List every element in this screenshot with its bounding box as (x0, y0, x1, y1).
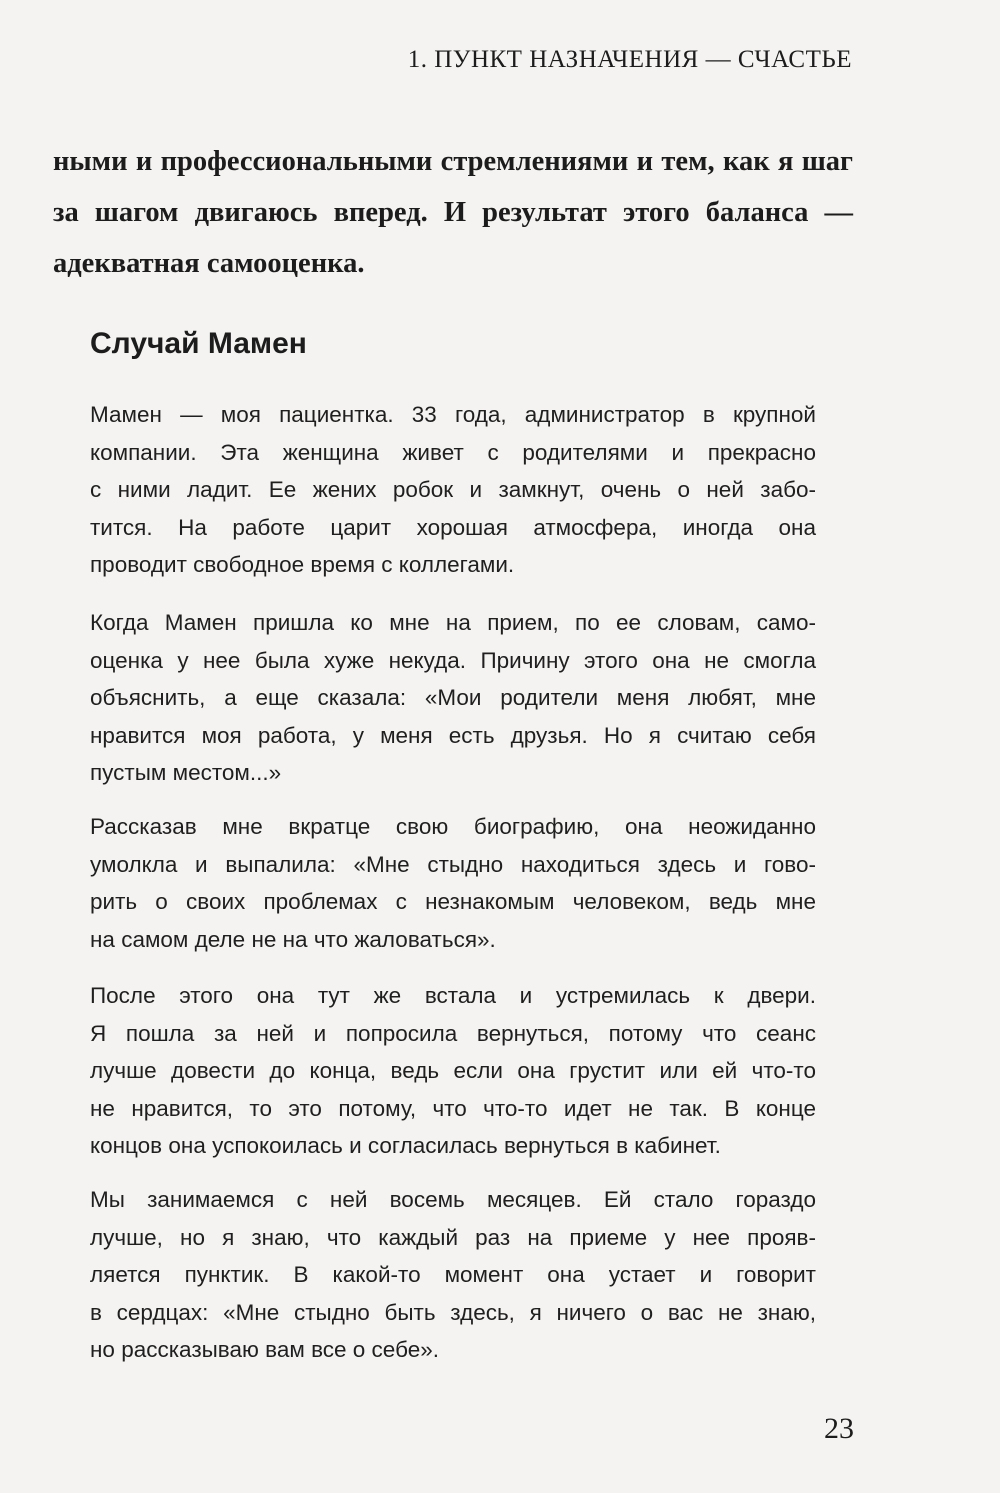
text-line: проводит свободное время с коллегами. (90, 552, 515, 577)
text-line: Рассказав мне вкратце свою биографию, она неожиданно (90, 814, 816, 839)
paragraph-3 (90, 808, 816, 958)
text-line: в сердцах: «Мне стыдно быть здесь, я ничего о вас не знаю, (90, 1299, 816, 1325)
section-title: Случай Мамен (90, 327, 307, 360)
page-number: 23 (824, 1412, 854, 1445)
text-line: пустым местом...» (90, 760, 282, 785)
text-line: нравится моя работа, у меня есть друзья. Но я считаю себя (90, 722, 816, 748)
text-line: на самом деле не на что жаловаться». (90, 926, 496, 952)
paragraph-5 (90, 1181, 816, 1369)
text-line: с ними ладит. Ее жених робок и замкнут, очень о ней забо- (90, 477, 816, 502)
text-line: тится. На работе царит хорошая атмосфера, иногда она (90, 514, 816, 540)
text-line: не нравится, то это потому, что что-то идет не так. В конце (90, 1095, 816, 1121)
text-line: Когда Мамен пришла ко мне на прием, по ее словам, само- (90, 610, 816, 635)
text-line: лучше довести до конца, ведь если она грустит или ей что-то (90, 1058, 816, 1083)
text-line: Мы занимаемся с ней восемь месяцев. Ей стало гораздо (90, 1187, 816, 1212)
text-line: После этого она тут же встала и устремилась к двери. (90, 983, 816, 1008)
lead-line: за шагом двигаюсь вперед. И результат этого баланса — (53, 197, 853, 228)
text-line: оценка у нее была хуже некуда. Причину этого она не смогла (90, 647, 816, 673)
text-line: объяснить, а еще сказала: «Мои родители меня любят, мне (90, 685, 816, 710)
text-line: умолкла и выпалила: «Мне стыдно находиться здесь и гово- (90, 851, 816, 877)
paragraph-1 (90, 396, 816, 584)
text-line: но рассказываю вам все о себе». (90, 1337, 439, 1362)
running-head: 1. ПУНКТ НАЗНАЧЕНИЯ — СЧАСТЬЕ (407, 46, 852, 73)
text-line: рить о своих проблемах с незнакомым человеком, ведь мне (90, 889, 816, 914)
lead-paragraph (53, 136, 853, 289)
paragraph-2 (90, 604, 816, 792)
text-line: концов она успокоилась и согласилась вернуться в кабинет. (90, 1133, 721, 1158)
text-line: компании. Эта женщина живет с родителями и прекрасно (90, 439, 816, 465)
text-line: Я пошла за ней и попросила вернуться, потому что сеанс (90, 1020, 816, 1046)
lead-line: адекватная самооценка. (53, 248, 365, 279)
text-line: лучше, но я знаю, что каждый раз на приеме у нее прояв- (90, 1224, 816, 1250)
text-line: Мамен — моя пациентка. 33 года, администратор в крупной (90, 402, 816, 427)
lead-line: ными и профессиональными стремлениями и тем, как я шаг (53, 146, 853, 177)
paragraph-4 (90, 977, 816, 1165)
text-line: ляется пунктик. В какой-то момент она устает и говорит (90, 1262, 816, 1287)
